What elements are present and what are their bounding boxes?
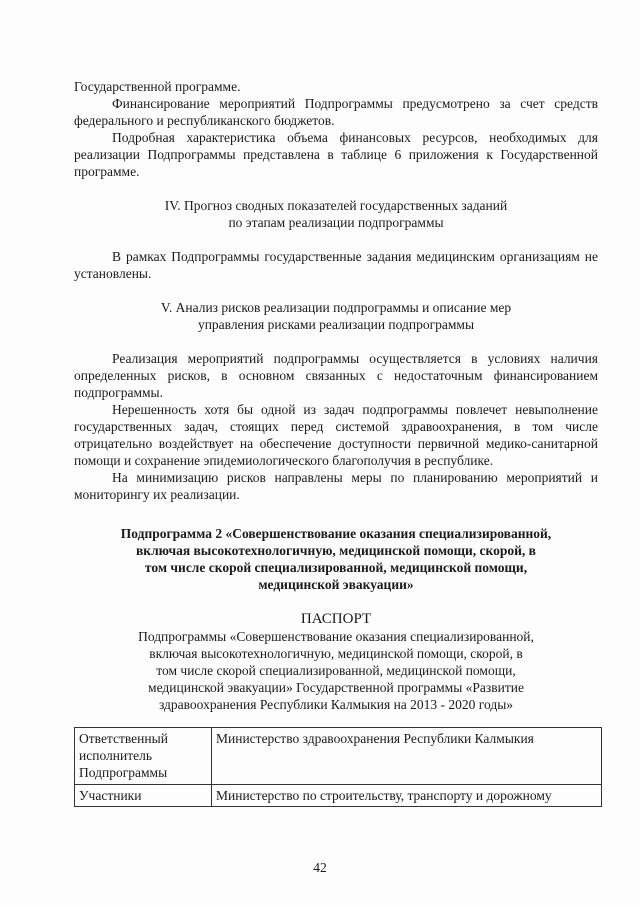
passport-subtitle-line3: том числе скорой специализированной, медицинской помощи, [156,663,516,678]
subprogram-heading-line3: том числе скорой специализированной, медицинской помощи, [144,560,528,575]
paragraph-financing: Финансирование мероприятий Подпрограммы предусмотрено за счет средств федерального и республиканского бюджетов. [74,96,598,128]
page-content [74,78,598,807]
section-4-body: В рамках Подпрограммы государственные задания медицинским организациям не установлены. [74,249,598,281]
section-5-title-line2: управления рисками реализации подпрограммы [197,317,475,332]
section-4-title-line1: IV. Прогноз сводных показателей государственных заданий [164,198,508,213]
section-5-paragraph-1: Реализация мероприятий подпрограммы осуществляется в условиях наличия определенных рисков, в основном связанных с недостаточным финансированием подпрограммы. [74,351,598,400]
intro-line: Государственной программе. [74,79,241,94]
passport-subtitle-line5: здравоохранения Республики Калмыкия на 2013 - 2020 годы» [158,697,514,712]
passport-subtitle-line2: включая высокотехнологичную, медицинской помощи, скорой, в [149,646,523,661]
passport-table [74,727,602,807]
passport-row-value: Министерство по строительству, транспорту и дорожному [212,785,602,807]
passport-subtitle-line1: Подпрограммы «Совершенствование оказания специализированной, [138,629,534,644]
section-4-heading [74,197,598,231]
page-number: 42 [313,860,327,875]
section-4-title-line2: по этапам реализации подпрограммы [228,215,444,230]
subprogram-heading [74,525,598,593]
subprogram-heading-line4: медицинской эвакуации» [258,577,414,592]
passport-row-value: Министерство здравоохранения Республики Калмыкия [212,728,602,785]
passport-row-label: Участники [75,785,212,807]
passport-row-label: Ответственный исполнитель Подпрограммы [75,728,212,785]
passport-title: ПАСПОРТ [300,611,372,627]
subprogram-heading-line2: включая высокотехнологичную, медицинской помощи, скорой, в [136,543,536,558]
subprogram-heading-line1: Подпрограмма 2 «Совершенствование оказания специализированной, [120,526,552,541]
section-5-title-line1: V. Анализ рисков реализации подпрограммы и описание мер [160,300,512,315]
section-5-paragraph-2: Нерешенность хотя бы одной из задач подпрограммы повлечет невыполнение государственных задач, стоящих перед системой здравоохранения, в том числе отрицательно воздействует на обеспечение доступности первичной медико-санитарной помощи и сохранение эпидемиологического благополучия в республике. [74,402,598,468]
table-row [75,785,602,807]
table-row [75,728,602,785]
section-5-heading [74,299,598,333]
section-5-paragraph-3: На минимизацию рисков направлены меры по планированию мероприятий и мониторингу их реализации. [74,470,598,502]
paragraph-details: Подробная характеристика объема финансовых ресурсов, необходимых для реализации Подпрограммы представлена в таблице 6 приложения к Государственной программе. [74,130,598,179]
passport-subtitle-line4: медицинской эвакуации» Государственной программы «Развитие [148,680,524,695]
passport-subtitle [74,628,598,713]
